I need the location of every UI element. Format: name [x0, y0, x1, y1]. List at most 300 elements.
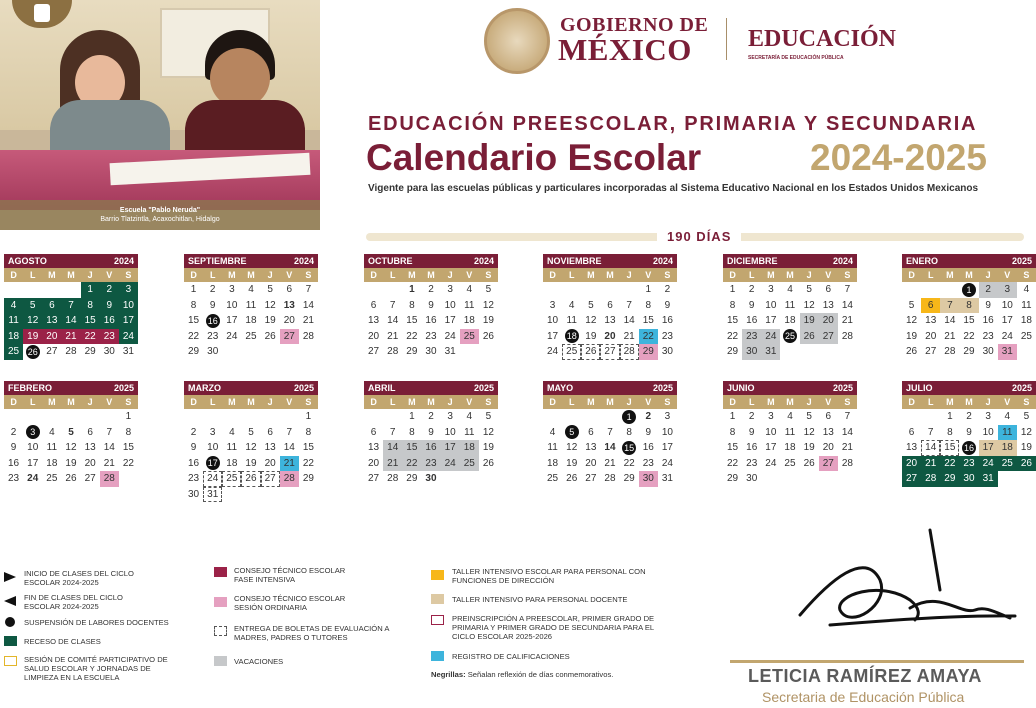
day-cell: 18: [46, 457, 58, 469]
legend-negrillas: Negrillas: Señalan reflexión de días conmemorativos.: [431, 670, 614, 679]
day-cell: 26: [241, 471, 260, 487]
day-cell: 10: [207, 442, 219, 454]
month-header: [723, 381, 857, 395]
day-cell: 2: [748, 411, 755, 423]
day-cell: 19: [65, 457, 77, 469]
weekday-label: V: [106, 397, 113, 407]
weekday-label: J: [626, 270, 632, 280]
day-cell: 5: [485, 411, 492, 423]
day-cell: 28: [302, 330, 314, 342]
day-cell: 28: [841, 457, 853, 469]
day-cell: 29: [84, 346, 96, 358]
day-cell: 5: [267, 284, 273, 296]
day-cell: 22: [188, 330, 200, 342]
day-cell: 22: [727, 330, 739, 342]
day-cell: 21: [61, 329, 80, 345]
day-cell: 8: [190, 299, 197, 311]
day-cell: 10: [765, 299, 777, 311]
day-cell: 12: [245, 442, 257, 454]
day-cell: 1: [409, 284, 415, 296]
day-cell: 28: [65, 346, 77, 358]
month-header: [364, 254, 498, 268]
day-cell: 7: [626, 299, 632, 311]
day-cell: 9: [664, 299, 671, 311]
day-cell: [959, 440, 978, 456]
day-cell: 7: [61, 298, 80, 314]
day-cell: 29: [727, 473, 739, 485]
day-number: 17: [207, 458, 218, 469]
day-number: 1: [622, 410, 636, 424]
day-cell: 8: [729, 426, 736, 438]
empty-cell: [261, 409, 280, 425]
weekday-label: S: [125, 397, 132, 407]
day-cell: 24: [27, 473, 39, 485]
day-cell: 4: [248, 284, 254, 296]
weekday-row: [184, 395, 318, 409]
day-cell: 18: [547, 457, 559, 469]
month-header: [543, 381, 677, 395]
month-name: MARZO: [188, 383, 221, 393]
day-cell: 5: [248, 426, 254, 438]
weekday-label: V: [825, 270, 832, 280]
weekday-label: V: [466, 397, 473, 407]
day-cell: 4: [787, 284, 793, 296]
day-grid: [184, 409, 318, 502]
day-cell: 19: [23, 329, 42, 345]
photo-caption: Escuela "Pablo Neruda" Barrio Tlatzintla, Acaxochitlan, Hidalgo: [0, 200, 320, 230]
month-year: 2025: [1011, 256, 1032, 266]
day-cell: 6: [825, 411, 832, 423]
day-cell: 14: [604, 442, 616, 454]
day-cell: 15: [727, 442, 739, 454]
day-cell: 7: [106, 426, 113, 438]
weekday-row: [723, 268, 857, 282]
weekday-row: [543, 268, 677, 282]
legend-cte-ordinaria: CONSEJO TÉCNICO ESCOLAR SESIÓN ORDINARIA: [234, 594, 346, 612]
day-cell: 23: [421, 456, 440, 472]
month-octubre: [364, 254, 498, 360]
weekday-label: V: [825, 397, 832, 407]
day-cell: 30: [188, 488, 200, 500]
weekday-label: S: [485, 397, 492, 407]
day-grid: [723, 409, 857, 487]
weekday-label: V: [645, 397, 652, 407]
weekday-label: J: [87, 270, 93, 280]
day-number: 26: [27, 346, 38, 357]
weekday-label: S: [1023, 270, 1030, 280]
day-cell: 26: [803, 457, 815, 469]
day-cell: 12: [482, 299, 494, 311]
swatch-boletas: [214, 626, 227, 636]
day-cell: 9: [100, 298, 119, 314]
weekday-label: J: [267, 397, 273, 407]
day-cell: 25: [1020, 330, 1032, 342]
day-cell: 30: [639, 471, 658, 487]
day-grid: [4, 409, 138, 487]
day-cell: [203, 313, 222, 329]
legend-registro: REGISTRO DE CALIFICACIONES: [452, 652, 570, 661]
day-cell: 3: [768, 411, 774, 423]
weekday-label: S: [844, 270, 851, 280]
day-cell: 22: [963, 330, 975, 342]
end-arrow-icon: [4, 596, 16, 606]
day-cell: 13: [283, 299, 295, 311]
day-cell: 17: [661, 442, 673, 454]
weekday-label: M: [606, 270, 614, 280]
day-cell: 3: [664, 411, 671, 423]
day-cell: 23: [188, 473, 200, 485]
weekday-label: M: [786, 397, 794, 407]
weekday-label: D: [370, 397, 377, 407]
day-number: 18: [566, 331, 577, 342]
day-cell: 6: [370, 426, 377, 438]
empty-cell: [100, 409, 119, 425]
day-cell: 8: [409, 299, 415, 311]
day-cell: [959, 282, 978, 298]
month-name: ABRIL: [368, 383, 396, 393]
day-cell: 11: [4, 313, 23, 329]
day-cell: 12: [482, 426, 494, 438]
day-cell: 16: [746, 315, 758, 327]
day-cell: 20: [925, 330, 937, 342]
day-cell: 2: [748, 284, 755, 296]
weekday-label: M: [965, 397, 973, 407]
weekday-label: V: [466, 270, 473, 280]
empty-cell: [940, 282, 959, 298]
day-cell: 28: [100, 471, 119, 487]
day-cell: 17: [441, 440, 460, 456]
empty-cell: [902, 409, 921, 425]
day-cell: 17: [1001, 315, 1013, 327]
day-cell: 7: [927, 426, 934, 438]
day-cell: 25: [784, 457, 796, 469]
day-cell: 1: [190, 284, 197, 296]
weekday-label: L: [927, 270, 934, 280]
day-cell: 7: [286, 426, 293, 438]
day-cell: 13: [368, 442, 380, 454]
month-name: DICIEMBRE: [727, 256, 778, 266]
day-cell: 11: [464, 426, 475, 438]
day-cell: 23: [8, 473, 20, 485]
month-diciembre: [723, 254, 857, 360]
day-cell: 29: [406, 473, 418, 485]
empty-cell: [364, 282, 383, 298]
day-cell: 30: [103, 346, 115, 358]
day-cell: 15: [122, 442, 134, 454]
day-cell: 18: [998, 440, 1017, 456]
day-cell: 1: [409, 411, 415, 423]
weekday-label: D: [10, 397, 17, 407]
educacion-logo: EDUCACIÓN: [748, 26, 897, 52]
day-cell: 23: [661, 330, 673, 342]
legend-preinscripcion: PREINSCRIPCIÓN A PREESCOLAR, PRIMER GRADO DE PRIMARIA Y PRIMER GRADO DE SECUNDARIA PARA EL CICLO ESCOLAR 2025-2026: [452, 614, 655, 641]
day-cell: [620, 440, 639, 456]
day-grid: [364, 409, 498, 487]
day-cell: 16: [8, 457, 20, 469]
weekday-label: V: [645, 270, 652, 280]
empty-cell: [184, 409, 203, 425]
month-header: [902, 254, 1036, 268]
empty-cell: [280, 409, 299, 425]
day-cell: 15: [188, 315, 200, 327]
weekday-label: J: [87, 397, 93, 407]
day-cell: 29: [940, 471, 959, 487]
weekday-row: [902, 268, 1036, 282]
day-cell: 21: [103, 457, 115, 469]
day-cell: 15: [940, 440, 959, 456]
day-cell: 18: [460, 440, 479, 456]
weekday-label: D: [10, 270, 17, 280]
day-cell: 18: [4, 329, 23, 345]
empty-cell: [543, 282, 562, 298]
weekday-label: D: [729, 397, 736, 407]
day-cell: 10: [547, 315, 559, 327]
header-photo: [0, 0, 320, 230]
day-cell: 1: [305, 411, 312, 423]
weekday-label: D: [908, 270, 915, 280]
swatch-vacaciones: [214, 656, 227, 666]
legend-taller-docente: TALLER INTENSIVO PARA PERSONAL DOCENTE: [452, 595, 628, 604]
month-enero: [902, 254, 1036, 360]
day-cell: 7: [607, 426, 613, 438]
empty-cell: [600, 409, 619, 425]
day-cell: 19: [803, 442, 815, 454]
month-year: 2025: [473, 383, 494, 393]
day-cell: 14: [383, 440, 402, 456]
month-year: 2025: [1011, 383, 1032, 393]
signatory-name: LETICIA RAMÍREZ AMAYA: [748, 666, 982, 686]
month-noviembre: [543, 254, 677, 360]
day-cell: 24: [547, 346, 559, 358]
weekday-row: [902, 395, 1036, 409]
weekday-label: S: [664, 270, 671, 280]
day-cell: 15: [302, 442, 314, 454]
day-cell: 15: [406, 315, 418, 327]
day-cell: 25: [460, 456, 479, 472]
day-cell: 22: [302, 457, 314, 469]
day-cell: 16: [421, 440, 440, 456]
day-cell: 28: [921, 471, 940, 487]
day-cell: 21: [383, 456, 402, 472]
day-cell: 24: [1001, 330, 1013, 342]
day-cell: 8: [645, 299, 652, 311]
day-cell: 4: [466, 411, 473, 423]
day-cell: 23: [425, 330, 437, 342]
day-cell: 19: [482, 442, 494, 454]
day-cell: 17: [765, 442, 777, 454]
day-cell: 23: [742, 329, 761, 345]
day-cell: 11: [245, 299, 257, 311]
day-cell: 9: [10, 442, 17, 454]
month-junio: [723, 381, 857, 487]
day-cell: 31: [444, 346, 456, 358]
day-cell: 16: [982, 315, 994, 327]
day-cell: 1: [125, 411, 132, 423]
day-cell: 19: [800, 313, 819, 329]
month-year: 2025: [113, 383, 134, 393]
day-cell: 16: [661, 315, 673, 327]
day-cell: 2: [428, 411, 434, 423]
weekday-label: M: [67, 270, 75, 280]
day-cell: 23: [959, 456, 978, 472]
day-cell: 6: [607, 299, 613, 311]
weekday-label: S: [1023, 397, 1030, 407]
day-cell: 10: [1001, 299, 1013, 311]
day-cell: 21: [921, 456, 940, 472]
day-cell: 24: [226, 330, 238, 342]
day-cell: 9: [645, 426, 652, 438]
gobierno-line1: GOBIERNO DE: [560, 14, 709, 36]
day-cell: 22: [81, 329, 100, 345]
empty-cell: [364, 409, 383, 425]
day-cell: 2: [966, 411, 972, 423]
swatch-cte-ordinaria: [214, 597, 227, 607]
legend-taller-direccion: TALLER INTENSIVO ESCOLAR PARA PERSONAL CON FUNCIONES DE DIRECCIÓN: [452, 567, 646, 585]
day-cell: 16: [188, 457, 200, 469]
day-number: 15: [624, 442, 635, 453]
day-cell: 28: [841, 330, 853, 342]
day-cell: 13: [42, 313, 61, 329]
weekday-label: S: [485, 270, 492, 280]
weekday-row: [364, 268, 498, 282]
empty-cell: [562, 409, 581, 425]
weekday-label: M: [946, 397, 954, 407]
day-cell: 14: [841, 299, 853, 311]
day-cell: [23, 425, 42, 441]
day-cell: 26: [906, 346, 918, 358]
day-cell: 14: [921, 440, 940, 456]
day-cell: 25: [4, 344, 23, 360]
day-cell: 22: [940, 456, 959, 472]
day-cell: 2: [645, 411, 652, 423]
month-name: ENERO: [906, 256, 939, 266]
title-levels: EDUCACIÓN PREESCOLAR, PRIMARIA Y SECUNDARIA: [368, 113, 978, 135]
weekday-label: L: [29, 397, 36, 407]
day-cell: 21: [387, 330, 399, 342]
day-cell: 31: [661, 473, 673, 485]
day-cell: 4: [787, 411, 793, 423]
day-cell: 8: [305, 426, 312, 438]
weekday-label: D: [908, 397, 915, 407]
weekday-label: D: [729, 270, 736, 280]
day-cell: 26: [566, 473, 578, 485]
month-year: 2024: [113, 256, 134, 266]
month-septiembre: [184, 254, 318, 360]
day-cell: 29: [623, 473, 635, 485]
empty-cell: [23, 282, 42, 298]
empty-cell: [222, 409, 241, 425]
weekday-label: S: [305, 397, 312, 407]
weekday-label: J: [985, 270, 991, 280]
day-cell: 28: [620, 344, 639, 360]
day-cell: [23, 344, 42, 360]
day-cell: 20: [283, 315, 295, 327]
day-cell: 27: [600, 344, 619, 360]
weekday-label: L: [389, 270, 396, 280]
day-cell: 21: [841, 315, 853, 327]
day-cell: 9: [428, 426, 434, 438]
day-cell: 12: [803, 299, 815, 311]
gobierno-line2: MÉXICO: [558, 32, 692, 67]
legend-cte-intensiva: CONSEJO TÉCNICO ESCOLAR FASE INTENSIVA: [234, 566, 346, 584]
weekday-label: D: [370, 270, 377, 280]
weekday-label: M: [587, 397, 595, 407]
educacion-subtitle: SECRETARÍA DE EDUCACIÓN PÚBLICA: [748, 55, 844, 61]
day-cell: 27: [280, 329, 299, 345]
legend-vacaciones: VACACIONES: [234, 657, 284, 666]
empty-cell: [581, 282, 600, 298]
month-name: AGOSTO: [8, 256, 47, 266]
weekday-label: V: [286, 270, 293, 280]
empty-cell: [4, 409, 23, 425]
weekday-label: J: [806, 397, 812, 407]
weekday-label: L: [209, 397, 216, 407]
day-grid: [543, 409, 677, 487]
day-cell: 12: [585, 315, 597, 327]
empty-cell: [921, 282, 940, 298]
day-cell: 16: [642, 442, 654, 454]
weekday-row: [184, 268, 318, 282]
day-cell: 11: [784, 299, 796, 311]
day-grid: [543, 282, 677, 360]
day-cell: [562, 329, 581, 345]
suspension-dot-icon: [5, 617, 15, 627]
day-cell: 19: [482, 315, 494, 327]
day-cell: 24: [761, 329, 780, 345]
day-cell: 20: [819, 313, 838, 329]
day-cell: 28: [387, 346, 399, 358]
weekday-row: [364, 395, 498, 409]
weekday-label: D: [190, 270, 197, 280]
day-cell: 24: [203, 471, 222, 487]
day-cell: 16: [100, 313, 119, 329]
day-cell: 7: [389, 299, 396, 311]
month-year: 2025: [652, 383, 673, 393]
day-cell: 26: [264, 330, 276, 342]
day-cell: 20: [604, 330, 616, 342]
day-cell: 21: [623, 330, 635, 342]
weekday-label: M: [606, 397, 614, 407]
day-cell: 30: [661, 346, 673, 358]
day-cell: 24: [444, 330, 456, 342]
day-cell: [203, 456, 222, 472]
month-header: [543, 254, 677, 268]
month-name: JULIO: [906, 383, 933, 393]
month-header: [184, 381, 318, 395]
day-cell: 27: [819, 329, 838, 345]
day-cell: 5: [806, 284, 812, 296]
day-cell: 8: [81, 298, 100, 314]
day-cell: 1: [729, 411, 736, 423]
day-cell: 13: [925, 315, 937, 327]
day-cell: 4: [229, 426, 235, 438]
day-grid: [184, 282, 318, 360]
month-abril: [364, 381, 498, 487]
day-cell: 30: [959, 471, 978, 487]
weekday-label: M: [247, 270, 255, 280]
empty-cell: [61, 282, 80, 298]
month-year: 2024: [473, 256, 494, 266]
days-count: 190 DÍAS: [657, 229, 741, 244]
day-cell: 3: [229, 284, 235, 296]
day-cell: 3: [447, 284, 453, 296]
day-cell: 14: [841, 426, 853, 438]
day-cell: 8: [125, 426, 132, 438]
page-title: Calendario Escolar: [366, 137, 702, 178]
day-cell: 22: [727, 457, 739, 469]
day-cell: 17: [979, 440, 998, 456]
day-cell: 22: [122, 457, 134, 469]
